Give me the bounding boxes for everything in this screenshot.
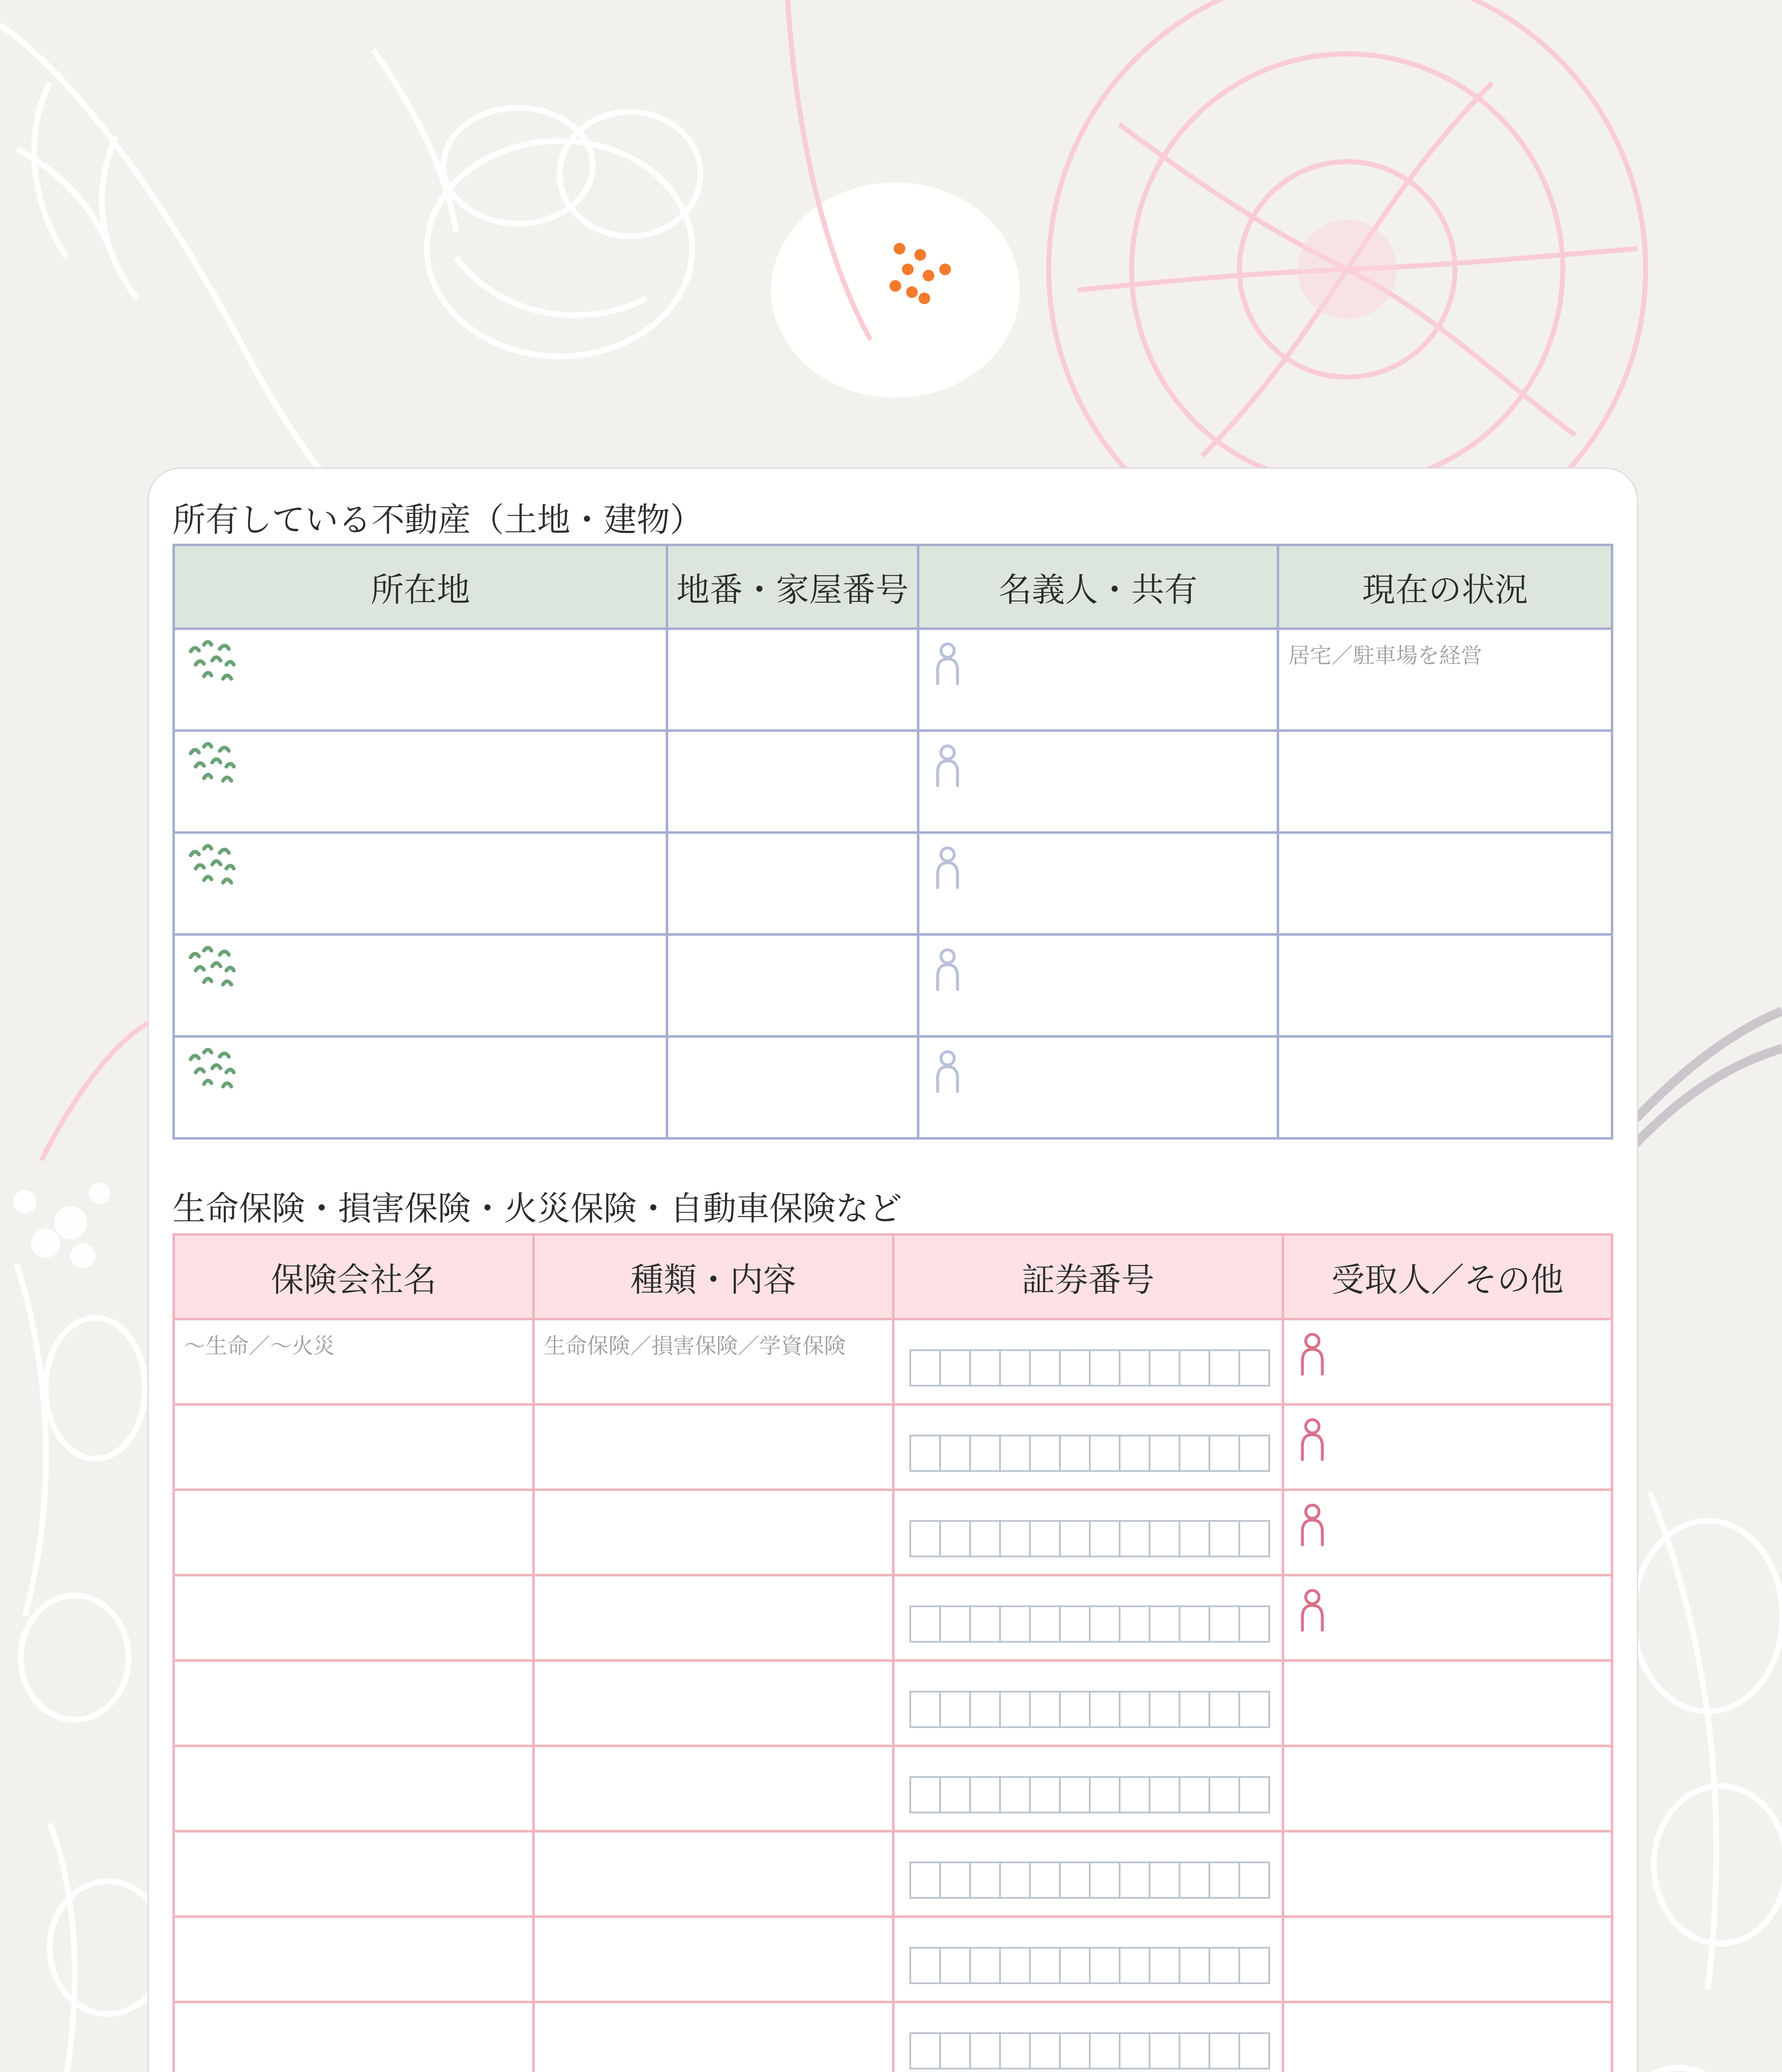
sprout-icon bbox=[187, 945, 241, 995]
insurance-row bbox=[174, 1831, 1612, 1917]
recipient-cell[interactable] bbox=[1283, 1404, 1612, 1490]
company-hint: ～生命／～火災 bbox=[184, 1334, 335, 1359]
policy-number-cell[interactable] bbox=[893, 1319, 1283, 1404]
real-estate-row bbox=[174, 1036, 1612, 1138]
person-icon bbox=[935, 845, 960, 890]
status-cell[interactable] bbox=[1278, 934, 1612, 1036]
real-estate-row bbox=[174, 731, 1612, 833]
sprout-icon bbox=[187, 843, 241, 893]
type-cell[interactable] bbox=[533, 1917, 893, 2002]
status-hint: 居宅／駐車場を経営 bbox=[1288, 644, 1483, 668]
company-cell[interactable] bbox=[174, 1319, 533, 1404]
header-lot-number: 地番・家屋番号 bbox=[667, 545, 918, 629]
location-cell[interactable] bbox=[174, 731, 667, 833]
real-estate-title: 所有している不動産（土地・建物） bbox=[172, 501, 703, 539]
header-recipient: 受取人／その他 bbox=[1283, 1234, 1612, 1319]
type-cell[interactable] bbox=[533, 1319, 893, 1404]
insurance-header-row bbox=[174, 1234, 1612, 1319]
real-estate-header-row bbox=[174, 545, 1612, 629]
policy-number-boxes[interactable] bbox=[909, 1776, 1270, 1813]
header-type: 種類・内容 bbox=[533, 1234, 893, 1319]
company-cell[interactable] bbox=[174, 1746, 533, 1831]
type-cell[interactable] bbox=[533, 1575, 893, 1661]
lot-number-cell[interactable] bbox=[667, 731, 918, 833]
lot-number-cell[interactable] bbox=[667, 833, 918, 934]
type-cell[interactable] bbox=[533, 1404, 893, 1490]
recipient-cell[interactable] bbox=[1283, 1746, 1612, 1831]
recipient-cell[interactable] bbox=[1283, 1490, 1612, 1575]
real-estate-table bbox=[172, 544, 1613, 1140]
policy-number-boxes[interactable] bbox=[909, 1605, 1270, 1643]
insurance-row bbox=[174, 1319, 1612, 1404]
person-icon bbox=[935, 743, 960, 788]
policy-number-cell[interactable] bbox=[893, 1490, 1283, 1575]
company-cell[interactable] bbox=[174, 1404, 533, 1490]
owner-cell[interactable] bbox=[918, 731, 1278, 833]
lot-number-cell[interactable] bbox=[667, 1036, 918, 1138]
recipient-cell[interactable] bbox=[1283, 1575, 1612, 1661]
person-icon bbox=[1300, 1502, 1325, 1547]
recipient-cell[interactable] bbox=[1283, 1661, 1612, 1746]
status-cell[interactable] bbox=[1278, 1036, 1612, 1138]
recipient-cell[interactable] bbox=[1283, 1319, 1612, 1404]
header-company: 保険会社名 bbox=[174, 1234, 533, 1319]
policy-number-boxes[interactable] bbox=[909, 1349, 1270, 1387]
real-estate-row bbox=[174, 934, 1612, 1036]
policy-number-cell[interactable] bbox=[893, 1404, 1283, 1490]
lot-number-cell[interactable] bbox=[667, 934, 918, 1036]
person-icon bbox=[935, 641, 960, 686]
insurance-row bbox=[174, 1746, 1612, 1831]
company-cell[interactable] bbox=[174, 1490, 533, 1575]
status-cell[interactable] bbox=[1278, 731, 1612, 833]
policy-number-cell[interactable] bbox=[893, 1575, 1283, 1661]
policy-number-boxes[interactable] bbox=[909, 2032, 1270, 2070]
header-status: 現在の状況 bbox=[1278, 545, 1612, 629]
insurance-row bbox=[174, 1575, 1612, 1661]
type-cell[interactable] bbox=[533, 1661, 893, 1746]
status-cell[interactable] bbox=[1278, 629, 1612, 731]
type-cell[interactable] bbox=[533, 1746, 893, 1831]
status-cell[interactable] bbox=[1278, 833, 1612, 934]
insurance-row bbox=[174, 2002, 1612, 2072]
policy-number-boxes[interactable] bbox=[909, 1435, 1270, 1472]
person-icon bbox=[935, 946, 960, 992]
insurance-table bbox=[172, 1233, 1613, 2072]
policy-number-boxes[interactable] bbox=[909, 1947, 1270, 1984]
location-cell[interactable] bbox=[174, 833, 667, 934]
sprout-icon bbox=[187, 639, 241, 689]
sprout-icon bbox=[187, 1047, 241, 1097]
type-cell[interactable] bbox=[533, 1831, 893, 1917]
recipient-cell[interactable] bbox=[1283, 1831, 1612, 1917]
policy-number-boxes[interactable] bbox=[909, 1861, 1270, 1899]
person-icon bbox=[1300, 1331, 1325, 1377]
person-icon bbox=[1300, 1416, 1325, 1462]
person-icon bbox=[935, 1048, 960, 1094]
insurance-row bbox=[174, 1490, 1612, 1575]
location-cell[interactable] bbox=[174, 629, 667, 731]
insurance-row bbox=[174, 1404, 1612, 1490]
policy-number-boxes[interactable] bbox=[909, 1520, 1270, 1557]
real-estate-row bbox=[174, 629, 1612, 731]
type-hint: 生命保険／損害保険／学資保険 bbox=[544, 1334, 846, 1359]
insurance-row bbox=[174, 1661, 1612, 1746]
company-cell[interactable] bbox=[174, 1661, 533, 1746]
policy-number-cell[interactable] bbox=[893, 1831, 1283, 1917]
type-cell[interactable] bbox=[533, 1490, 893, 1575]
type-cell[interactable] bbox=[533, 2002, 893, 2072]
owner-cell[interactable] bbox=[918, 833, 1278, 934]
owner-cell[interactable] bbox=[918, 934, 1278, 1036]
recipient-cell[interactable] bbox=[1283, 1917, 1612, 2002]
company-cell[interactable] bbox=[174, 1917, 533, 2002]
real-estate-row bbox=[174, 833, 1612, 934]
sprout-icon bbox=[187, 741, 241, 791]
location-cell[interactable] bbox=[174, 934, 667, 1036]
person-icon bbox=[1300, 1587, 1325, 1633]
header-owner: 名義人・共有 bbox=[918, 545, 1278, 629]
policy-number-cell[interactable] bbox=[893, 1661, 1283, 1746]
location-cell[interactable] bbox=[174, 1036, 667, 1138]
header-policy-number: 証券番号 bbox=[893, 1234, 1283, 1319]
policy-number-cell[interactable] bbox=[893, 1917, 1283, 2002]
owner-cell[interactable] bbox=[918, 629, 1278, 731]
policy-number-boxes[interactable] bbox=[909, 1691, 1270, 1728]
company-cell[interactable] bbox=[174, 1831, 533, 1917]
policy-number-cell[interactable] bbox=[893, 1746, 1283, 1831]
header-location: 所在地 bbox=[174, 545, 667, 629]
insurance-title: 生命保険・損害保険・火災保険・自動車保険など bbox=[172, 1189, 902, 1228]
recipient-cell[interactable] bbox=[1283, 2002, 1612, 2072]
company-cell[interactable] bbox=[174, 1575, 533, 1661]
policy-number-cell[interactable] bbox=[893, 2002, 1283, 2072]
company-cell[interactable] bbox=[174, 2002, 533, 2072]
owner-cell[interactable] bbox=[918, 1036, 1278, 1138]
insurance-row bbox=[174, 1917, 1612, 2002]
lot-number-cell[interactable] bbox=[667, 629, 918, 731]
